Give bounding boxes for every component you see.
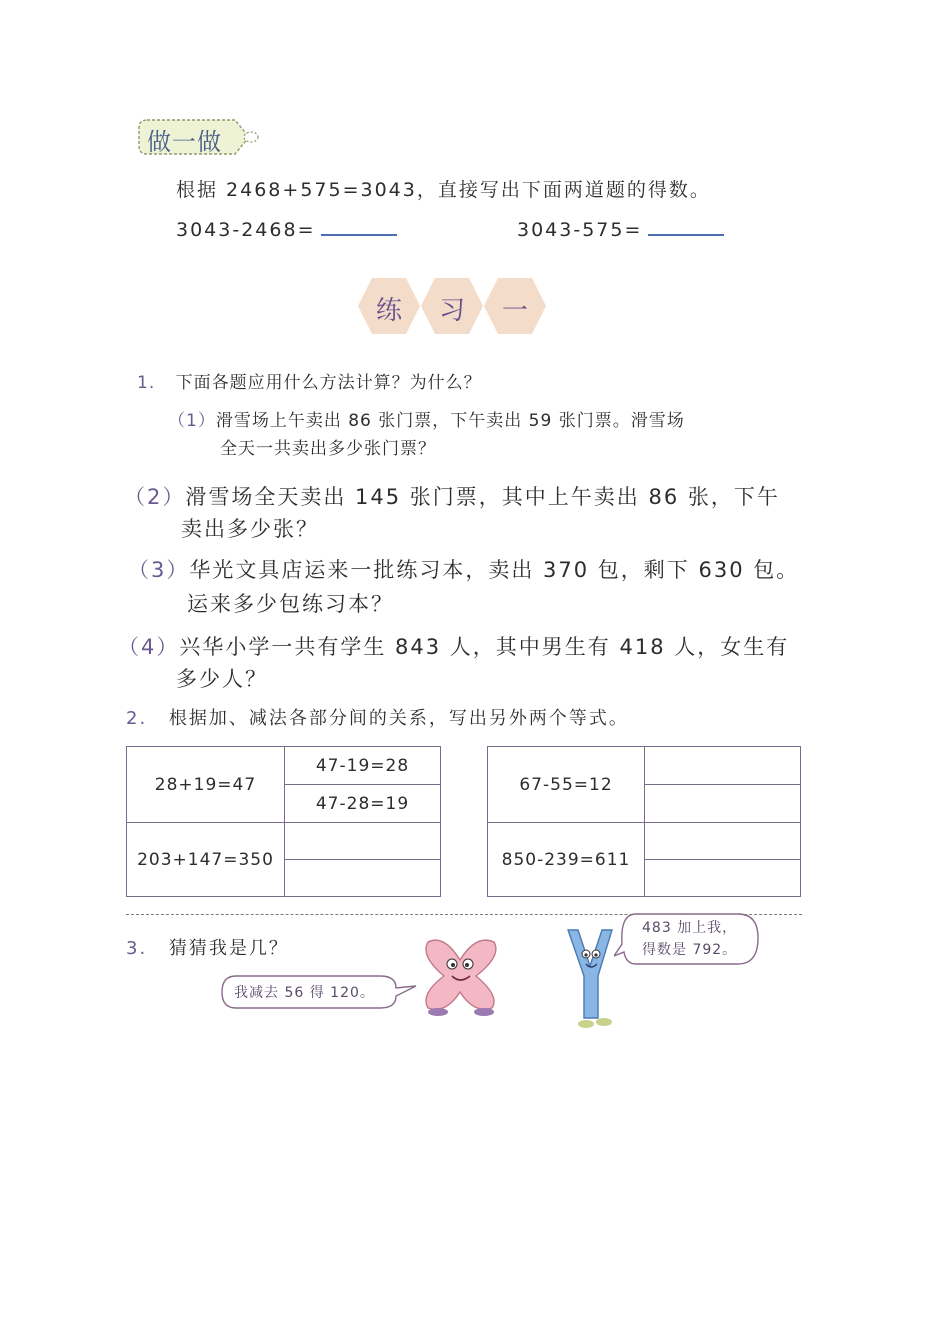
question-1-item-1 — [168, 406, 685, 431]
given-equation: 28+19=47 — [127, 747, 285, 823]
answer-blank-2[interactable] — [648, 230, 724, 236]
speech-bubble-x-text: 我减去 56 得 120。 — [234, 985, 375, 1001]
given-equation: 67-55=12 — [488, 747, 645, 823]
question-1 — [137, 368, 482, 393]
item-number: （4） — [118, 635, 180, 659]
given-equation: 850-239=611 — [488, 823, 645, 897]
speech-bubble-y-line-2: 得数是 792。 — [642, 942, 738, 958]
answer-blank-1[interactable] — [321, 230, 397, 236]
equation-2-text: 3043-575= — [517, 219, 643, 241]
speech-bubble-y-line-1: 483 加上我， — [642, 920, 738, 936]
question-1-item-4-line-2: 多少人？ — [176, 667, 268, 691]
answer-cell[interactable] — [645, 823, 801, 860]
answer-cell[interactable] — [645, 747, 801, 785]
question-2-number: 2. — [126, 708, 148, 729]
question-1-item-3 — [128, 554, 799, 584]
section-title-char-1: 练 — [375, 296, 402, 326]
item-text: 滑雪场上午卖出 86 张门票，下午卖出 59 张门票。滑雪场 — [215, 411, 685, 431]
activity-equation-1 — [176, 219, 397, 241]
item-number: （3） — [128, 558, 190, 582]
activity-equation-2 — [517, 219, 724, 241]
question-1-item-3-line-2: 运来多少包练习本？ — [187, 592, 394, 616]
question-1-item-1-line-2: 全天一共卖出多少张门票？ — [220, 439, 436, 459]
activity-badge — [137, 118, 259, 156]
section-title-char-2: 习 — [438, 296, 465, 326]
question-1-item-2-line-2: 卖出多少张？ — [181, 517, 319, 541]
equation-table-right — [487, 746, 801, 897]
answer-cell: 47-19=28 — [285, 747, 441, 785]
speech-bubble-x — [220, 974, 420, 1010]
question-1-item-4 — [118, 631, 789, 661]
section-title — [358, 278, 548, 334]
equation-1-text: 3043-2468= — [176, 219, 316, 241]
item-number: （1） — [168, 411, 216, 431]
answer-cell: 47-28=19 — [285, 785, 441, 823]
answer-cell[interactable] — [285, 823, 441, 860]
question-2 — [126, 704, 629, 730]
given-equation: 203+147=350 — [127, 823, 285, 897]
question-3 — [126, 934, 289, 960]
letter-x-character — [414, 934, 510, 1016]
item-text: 滑雪场全天卖出 145 张门票，其中上午卖出 86 张，下午 — [185, 485, 780, 509]
answer-cell[interactable] — [645, 785, 801, 823]
question-3-prompt: 猜猜我是几？ — [168, 938, 289, 959]
question-3-number: 3. — [126, 938, 148, 959]
item-number: （2） — [124, 485, 186, 509]
item-text: 华光文具店运来一批练习本，卖出 370 包，剩下 630 包。 — [189, 558, 800, 582]
activity-badge-label: 做一做 — [147, 128, 222, 156]
question-2-prompt: 根据加、减法各部分间的关系，写出另外两个等式。 — [168, 708, 629, 729]
equation-table-left — [126, 746, 441, 897]
section-title-char-3: 一 — [501, 296, 528, 326]
question-1-prompt: 下面各题应用什么方法计算？为什么？ — [175, 373, 482, 393]
speech-bubble-y — [614, 912, 760, 966]
activity-instruction: 根据 2468+575=3043，直接写出下面两道题的得数。 — [176, 179, 711, 201]
question-1-item-2 — [124, 481, 780, 511]
question-1-number: 1. — [137, 373, 156, 393]
answer-cell[interactable] — [645, 860, 801, 897]
item-text: 兴华小学一共有学生 843 人，其中男生有 418 人，女生有 — [179, 635, 790, 659]
answer-cell[interactable] — [285, 860, 441, 897]
